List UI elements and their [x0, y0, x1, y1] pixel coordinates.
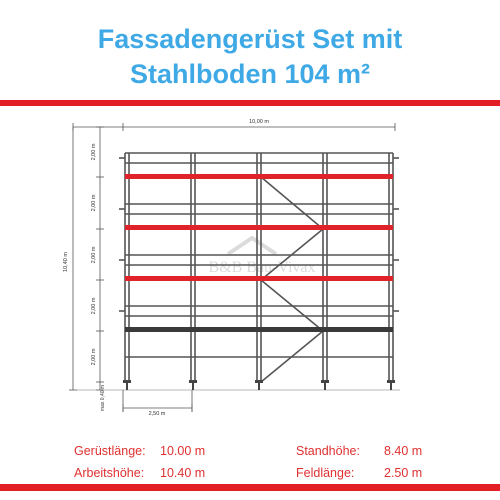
spec-standhoehe	[296, 443, 360, 459]
dimension-field-length-label: 2,50 m	[148, 411, 166, 417]
spec-geruestlaenge	[74, 443, 146, 459]
level-height-label-4: 2,00 m	[91, 194, 97, 212]
dimension-total-length	[73, 123, 395, 131]
spec-feldlaenge-value: 2.50 m	[384, 466, 423, 480]
level-height-label-3: 2,00 m	[91, 246, 97, 264]
dimension-total-height-label: 10,40 m	[63, 252, 69, 272]
deck-level-3	[125, 225, 393, 230]
level-height-label-1: 2,00 m	[91, 348, 97, 366]
spec-feldlaenge-label: Feldlänge:	[296, 466, 355, 480]
level-height-label-5: 2,00 m	[91, 143, 97, 161]
bottom-divider-bar	[0, 484, 500, 491]
dimension-field-length	[123, 390, 192, 412]
base-offset-label: max 0,40 m	[100, 384, 106, 412]
dimension-level-heights	[96, 127, 104, 390]
watermark-roof-icon	[228, 238, 276, 254]
spec-arbeitshoehe	[74, 465, 144, 481]
base-plates	[123, 380, 395, 390]
spec-standhoehe-label: Standhöhe:	[296, 444, 360, 458]
dimension-total-height	[69, 127, 77, 390]
spec-arbeitshoehe-label: Arbeitshöhe:	[74, 466, 145, 480]
spec-standhoehe-value: 8.40 m	[384, 444, 423, 458]
spec-feldlaenge	[296, 465, 354, 481]
level-height-label-2: 2,00 m	[91, 297, 97, 315]
deck-level-4	[125, 174, 393, 179]
deck-level-1	[125, 327, 393, 332]
watermark	[208, 238, 315, 276]
dimension-total-length-label: 10,00 m	[249, 119, 269, 125]
watermark-text: B&B Bau-Vivax	[208, 259, 316, 276]
deck-level-2	[125, 276, 393, 281]
spec-geruestlaenge-label: Gerüstlänge:	[74, 444, 146, 458]
spec-geruestlaenge-value: 10.00 m	[160, 444, 206, 458]
spec-arbeitshoehe-value: 10.40 m	[160, 466, 206, 480]
page-title-line-2: Stahlboden 104 m²	[129, 59, 371, 89]
page-title-line-1: Fassadengerüst Set mit	[97, 24, 403, 54]
